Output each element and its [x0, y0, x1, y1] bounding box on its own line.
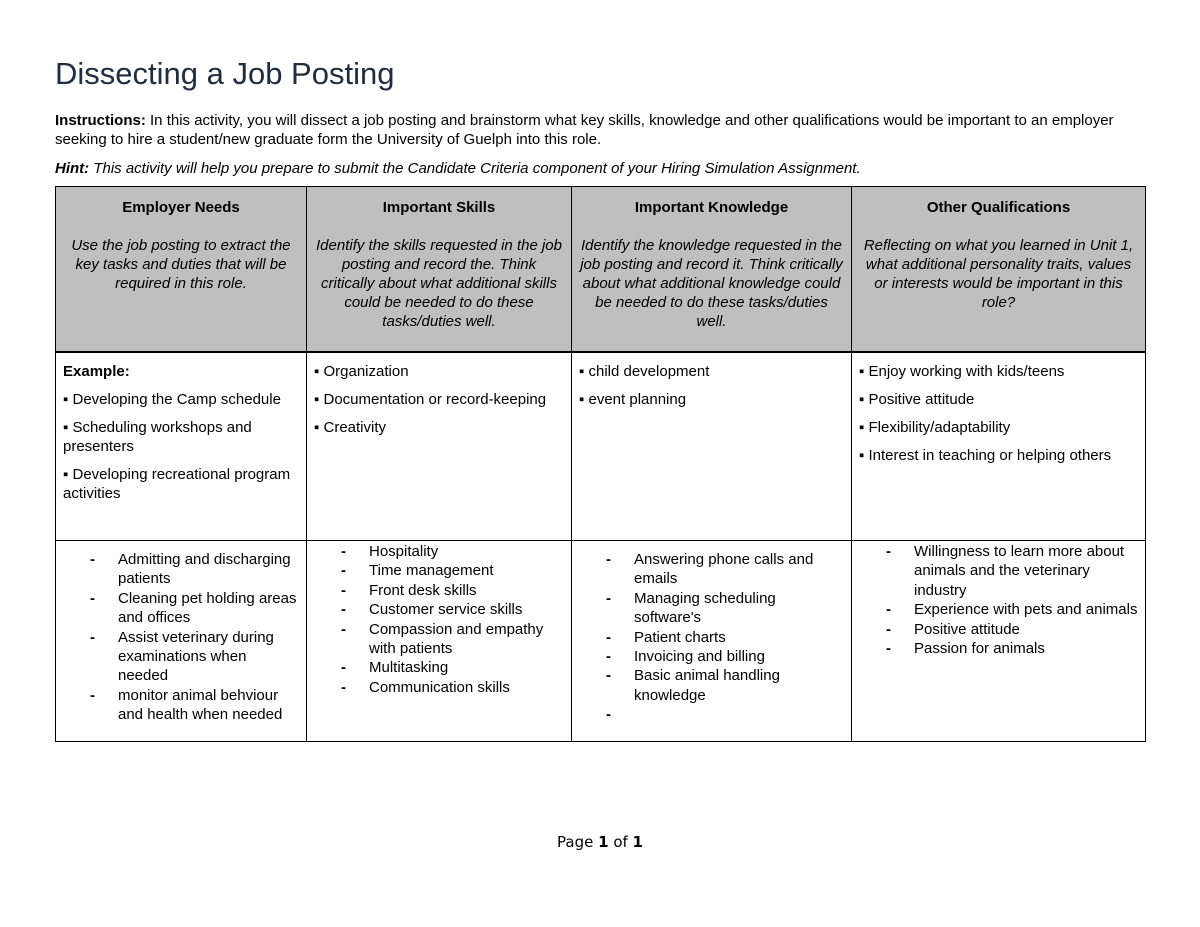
list-item: - Basic animal handling knowledge	[579, 666, 844, 705]
example-item: ▪ Enjoy working with kids/teens	[859, 363, 1065, 380]
header-cell-other-qualifications	[852, 187, 1146, 353]
example-item: ▪ Scheduling workshops and presenters	[63, 419, 252, 455]
list-item: - Hospitality	[314, 542, 564, 561]
list-item: - Willingness to learn more about animals and the veterinary industry	[859, 542, 1138, 600]
header-description: Reflecting on what you learned in Unit 1, what additional personality traits, values or interests would be important in this role?	[863, 237, 1134, 311]
list-item: - Experience with pets and animals	[859, 600, 1138, 619]
example-item: ▪ Positive attitude	[859, 391, 975, 408]
list-item: - Customer service skills	[314, 600, 564, 619]
header-cell-employer-needs	[56, 187, 307, 353]
criteria-table	[55, 186, 1146, 742]
answer-list	[579, 542, 844, 724]
hint-label: Hint:	[55, 160, 90, 177]
list-item: - Answering phone calls and emails	[579, 550, 844, 589]
list-item: - Admitting and discharging patients	[63, 550, 299, 589]
example-item: ▪ Flexibility/adaptability	[859, 419, 1011, 436]
header-cell-important-skills	[307, 187, 572, 353]
example-item: ▪ event planning	[579, 391, 687, 408]
list-item: - Managing scheduling software's	[579, 589, 844, 628]
example-item: ▪ Developing recreational program activities	[63, 466, 291, 502]
answer-cell-knowledge[interactable]	[572, 541, 852, 742]
header-cell-important-knowledge	[572, 187, 852, 353]
list-item: - Multitasking	[314, 658, 564, 677]
footer-page-total: 1	[632, 833, 643, 851]
page-footer	[0, 833, 1200, 851]
header-description: Use the job posting to extract the key tasks and duties that will be required in this role.	[71, 237, 291, 292]
header-title: Other Qualifications	[926, 199, 1071, 216]
hint-text: This activity will help you prepare to submit the Candidate Criteria component of your Hiring Simulation Assignment.	[89, 160, 861, 177]
list-item: - Invoicing and billing	[579, 647, 844, 666]
answer-list	[314, 542, 564, 697]
list-item: - Patient charts	[579, 628, 844, 647]
footer-prefix: Page	[557, 833, 599, 851]
list-item: - Front desk skills	[314, 581, 564, 600]
instructions-label: Instructions:	[55, 112, 146, 129]
example-item: ▪ Documentation or record-keeping	[314, 391, 547, 408]
list-item: - Communication skills	[314, 678, 564, 697]
answer-row	[56, 541, 1146, 742]
header-description: Identify the skills requested in the job posting and record the. Think critically about what additional skills could be needed to do these tasks/duties well.	[316, 237, 562, 330]
answer-cell-skills[interactable]	[307, 541, 572, 742]
example-cell-knowledge	[572, 352, 852, 541]
example-item: ▪ Organization	[314, 363, 409, 380]
example-row	[56, 352, 1146, 541]
table-header-row	[56, 187, 1146, 353]
footer-middle: of	[608, 833, 633, 851]
example-label: Example:	[63, 363, 130, 380]
header-title: Employer Needs	[122, 199, 240, 216]
header-title: Important Skills	[382, 199, 496, 216]
header-title: Important Knowledge	[634, 199, 789, 216]
instructions-text: In this activity, you will dissect a job posting and brainstorm what key skills, knowledge and other qualifications would be important to an employer seeking to hire a student/new graduate form the University of Guelph into this role.	[55, 112, 1114, 148]
header-description: Identify the knowledge requested in the job posting and record it. Think critically about what additional knowledge could be needed to do these tasks/duties well.	[580, 237, 843, 330]
hint-paragraph	[55, 159, 1150, 178]
list-item: - Time management	[314, 561, 564, 580]
answer-cell-other[interactable]	[852, 541, 1146, 742]
list-item: - Passion for animals	[859, 639, 1138, 658]
instructions-paragraph	[55, 111, 1150, 149]
answer-list	[63, 542, 299, 725]
example-cell-skills	[307, 352, 572, 541]
example-item: ▪ Interest in teaching or helping others	[859, 447, 1112, 464]
example-item: ▪ Developing the Camp schedule	[63, 391, 281, 408]
page-title: Dissecting a Job Posting	[55, 56, 395, 91]
example-item: ▪ Creativity	[314, 419, 386, 436]
list-item: - Assist veterinary during examinations when needed	[63, 628, 299, 686]
list-item: - monitor animal behviour and health when needed	[63, 686, 299, 725]
example-cell-employer-needs	[56, 352, 307, 541]
example-item: ▪ child development	[579, 363, 710, 380]
list-item: - Cleaning pet holding areas and offices	[63, 589, 299, 628]
answer-list	[859, 542, 1138, 658]
list-item-empty	[579, 705, 844, 724]
list-item: - Positive attitude	[859, 620, 1138, 639]
footer-page-number: 1	[598, 833, 609, 851]
example-cell-other	[852, 352, 1146, 541]
list-item: - Compassion and empathy with patients	[314, 620, 564, 659]
answer-cell-employer-needs[interactable]	[56, 541, 307, 742]
